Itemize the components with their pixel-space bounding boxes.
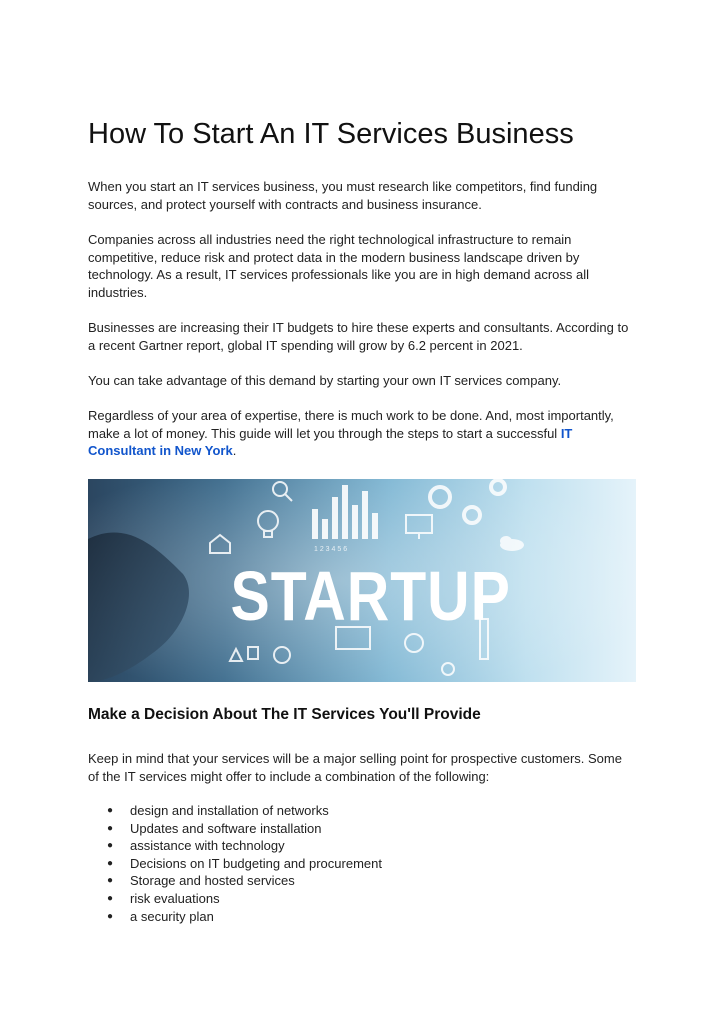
paragraph-guide-text: Regardless of your area of expertise, there is much work to be done. And, most importantly, make a lot of money. This guide will let you through the steps to start a successful xyxy=(88,408,614,441)
bullet-icon: ● xyxy=(107,892,114,904)
paragraph-intro: When you start an IT services business, you must research like competitors, find funding sources, and protect yourself with contracts and business insurance. xyxy=(88,179,598,212)
list-item xyxy=(88,872,636,890)
section-intro: Keep in mind that your services will be a major selling point for prospective customers. Some of the IT services might offer to include a combination of the following: xyxy=(88,751,622,784)
list-item xyxy=(88,820,636,838)
startup-illustration xyxy=(88,479,636,682)
list-item xyxy=(88,855,636,873)
paragraph-guide xyxy=(88,407,636,460)
bullet-icon: ● xyxy=(107,822,114,834)
paragraph-guide-end: . xyxy=(232,443,237,459)
list-item xyxy=(88,837,636,855)
services-list xyxy=(88,802,636,925)
list-item xyxy=(88,908,636,926)
axis-numbers: 1 2 3 4 5 6 xyxy=(314,546,348,553)
startup-word: STARTUP xyxy=(230,557,511,636)
paragraph-budgets: Businesses are increasing their IT budgets to hire these experts and consultants. According to a recent Gartner report, global IT spending will grow by 6.2 percent in 2021. xyxy=(88,320,629,353)
list-item-text: Storage and hosted services xyxy=(130,873,295,889)
paragraph-demand: Companies across all industries need the right technological infrastructure to remain competitive, reduce risk and protect data in the modern business landscape driven by technology. As a result, IT services professionals like you are in high demand across all industries. xyxy=(88,232,589,300)
bullet-icon: ● xyxy=(107,805,114,816)
list-item-text: a security plan xyxy=(130,908,214,924)
list-item-text: Decisions on IT budgeting and procurement xyxy=(130,855,382,871)
bullet-icon: ● xyxy=(107,840,114,852)
list-item-text: assistance with technology xyxy=(130,838,285,854)
bullet-icon: ● xyxy=(107,857,114,869)
list-item-text: risk evaluations xyxy=(130,890,220,906)
list-item-text: design and installation of networks xyxy=(130,803,329,818)
list-item xyxy=(88,802,636,820)
startup-hero-image xyxy=(88,479,636,682)
list-item xyxy=(88,890,636,908)
bullet-icon: ● xyxy=(107,910,114,922)
section-heading: Make a Decision About The IT Services You'll Provide xyxy=(88,706,481,723)
it-consultant-link[interactable]: IT Consultant in New York xyxy=(88,425,573,459)
page-title: How To Start An IT Services Business xyxy=(88,118,574,150)
bullet-icon: ● xyxy=(107,875,114,887)
list-item-text: Updates and software installation xyxy=(130,820,322,836)
paragraph-opportunity: You can take advantage of this demand by starting your own IT services company. xyxy=(88,373,562,388)
